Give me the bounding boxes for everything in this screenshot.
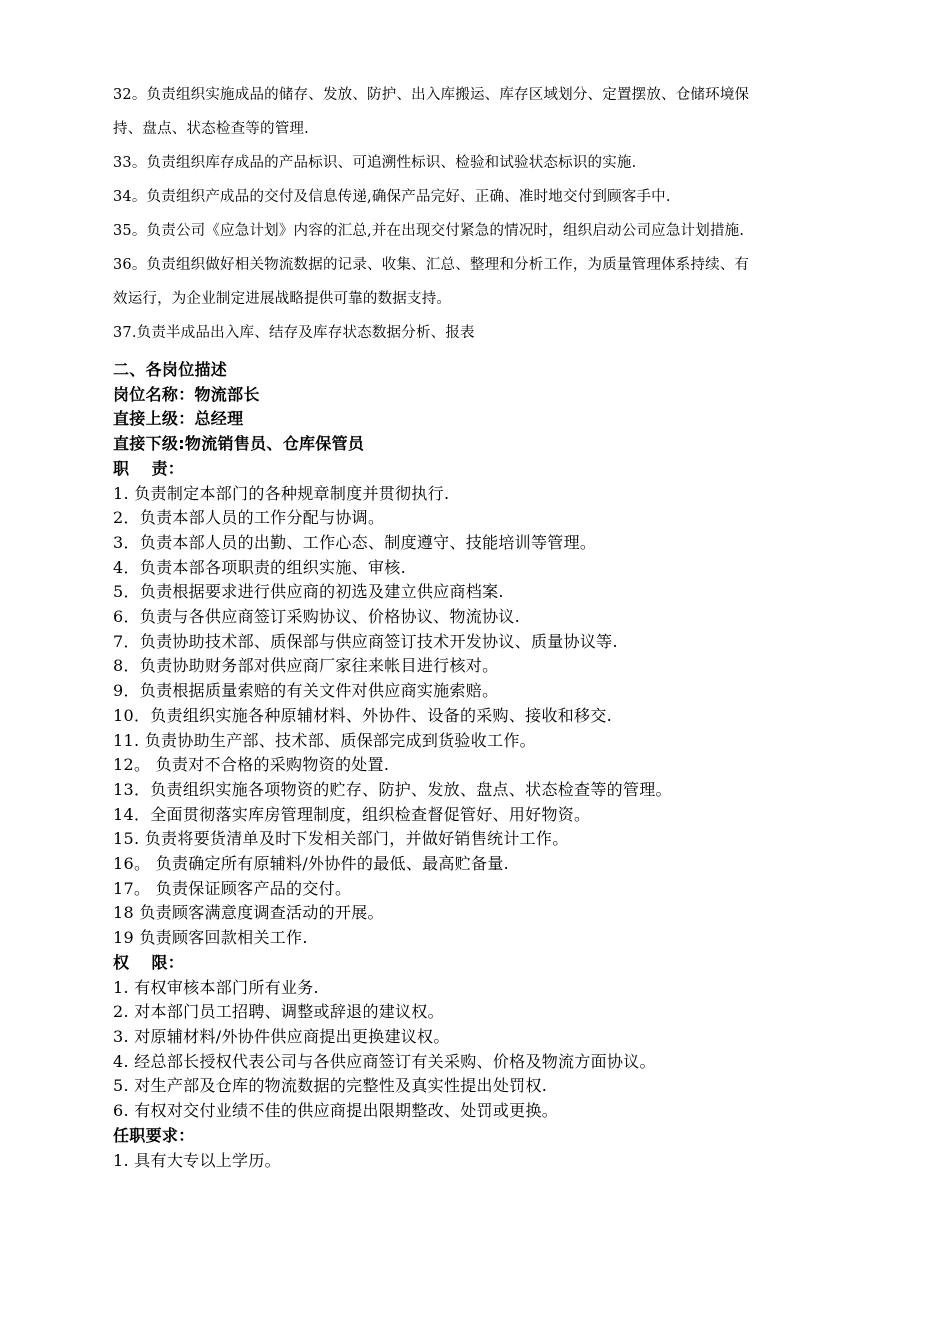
item-36-line-1: 36。负责组织做好相关物流数据的记录、收集、汇总、整理和分析工作，为质量管理体系持续、有 [113,257,750,273]
authority-heading: 权 限： [113,952,185,972]
item-34: 34。负责组织产成品的交付及信息传递,确保产品完好、正确、准时地交付到顾客手中. [113,189,671,205]
duty-item: 5．负责根据要求进行供应商的初选及建立供应商档案. [113,582,504,602]
duty-item: 4．负责本部各项职责的组织实施、审核. [113,557,406,577]
duty-item: 19 负责顾客回款相关工作. [113,928,308,948]
item-33: 33。负责组织库存成品的产品标识、可追溯性标识、检验和试验状态标识的实施. [113,155,637,171]
duty-item: 12。 负责对不合格的采购物资的处置. [113,755,390,775]
duty-item: 17。 负责保证顾客产品的交付。 [113,878,352,898]
requirements-heading: 任职要求： [113,1125,195,1145]
direct-superior: 直接上级：总经理 [113,409,244,429]
duty-item: 13．负责组织实施各项物资的贮存、防护、发放、盘点、状态检查等的管理。 [113,779,672,799]
requirement-item: 1. 具有大专以上学历。 [113,1150,281,1170]
duty-item: 3．负责本部人员的出勤、工作心态、制度遵守、技能培训等管理。 [113,532,597,552]
duty-item: 10．负责组织实施各种原辅材料、外协件、设备的采购、接收和移交. [113,705,613,725]
duty-item: 7．负责协助技术部、质保部与供应商签订技术开发协议、质量协议等. [113,631,618,651]
authority-list [113,976,843,1124]
duty-item: 18 负责顾客满意度调查活动的开展。 [113,903,384,923]
duty-item: 9．负责根据质量索赔的有关文件对供应商实施索赔。 [113,681,499,701]
duty-item: 6．负责与各供应商签订采购协议、价格协议、物流协议. [113,607,521,627]
duty-item: 2．负责本部人员的工作分配与协调。 [113,508,385,528]
duty-item: 8．负责协助财务部对供应商厂家往来帐目进行核对。 [113,656,499,676]
item-37: 37.负责半成品出入库、结存及库存状态数据分析、报表 [113,325,475,341]
section-title: 二、各岗位描述 [113,360,228,379]
duty-item: 14．全面贯彻落实库房管理制度，组织检查督促管好、用好物资。 [113,804,591,824]
duty-item: 11. 负责协助生产部、技术部、质保部完成到货验收工作。 [113,730,536,750]
responsibility-list-continued [113,78,843,350]
authority-item: 1. 有权审核本部门所有业务. [113,977,319,997]
duties-list [113,482,843,951]
authority-item: 6. 有权对交付业绩不佳的供应商提出限期整改、处罚或更换。 [113,1101,559,1121]
duties-heading: 职 责： [113,458,185,478]
authority-item: 3. 对原辅材料/外协件供应商提出更换建议权。 [113,1026,450,1046]
duty-item: 1. 负责制定本部门的各种规章制度并贯彻执行. [113,483,450,503]
authority-item: 4. 经总部长授权代表公司与各供应商签订有关采购、价格及物流方面协议。 [113,1051,656,1071]
item-32-line-1: 32。负责组织实施成品的储存、发放、防护、出入库搬运、库存区域划分、定置摆放、仓储环境保 [113,87,750,103]
duty-item: 16。 负责确定所有原辅料/外协件的最低、最高贮备量. [113,854,510,874]
authority-item: 5. 对生产部及仓库的物流数据的完整性及真实性提出处罚权. [113,1076,548,1096]
direct-subordinate: 直接下级:物流销售员、仓库保管员 [113,434,365,454]
position-name: 岗位名称：物流部长 [113,384,260,404]
item-32-line-2: 持、盘点、状态检查等的管理. [113,121,309,137]
item-35: 35。负责公司《应急计划》内容的汇总,并在出现交付紧急的情况时，组织启动公司应急计划措施. [113,223,745,239]
authority-item: 2. 对本部门员工招聘、调整或辞退的建议权。 [113,1002,444,1022]
duty-item: 15. 负责将要货清单及时下发相关部门，并做好销售统计工作。 [113,829,569,849]
requirements-list [113,1149,843,1174]
item-36-line-2: 效运行，为企业制定进展战略提供可靠的数据支持。 [113,291,452,307]
position-description [113,358,843,1173]
